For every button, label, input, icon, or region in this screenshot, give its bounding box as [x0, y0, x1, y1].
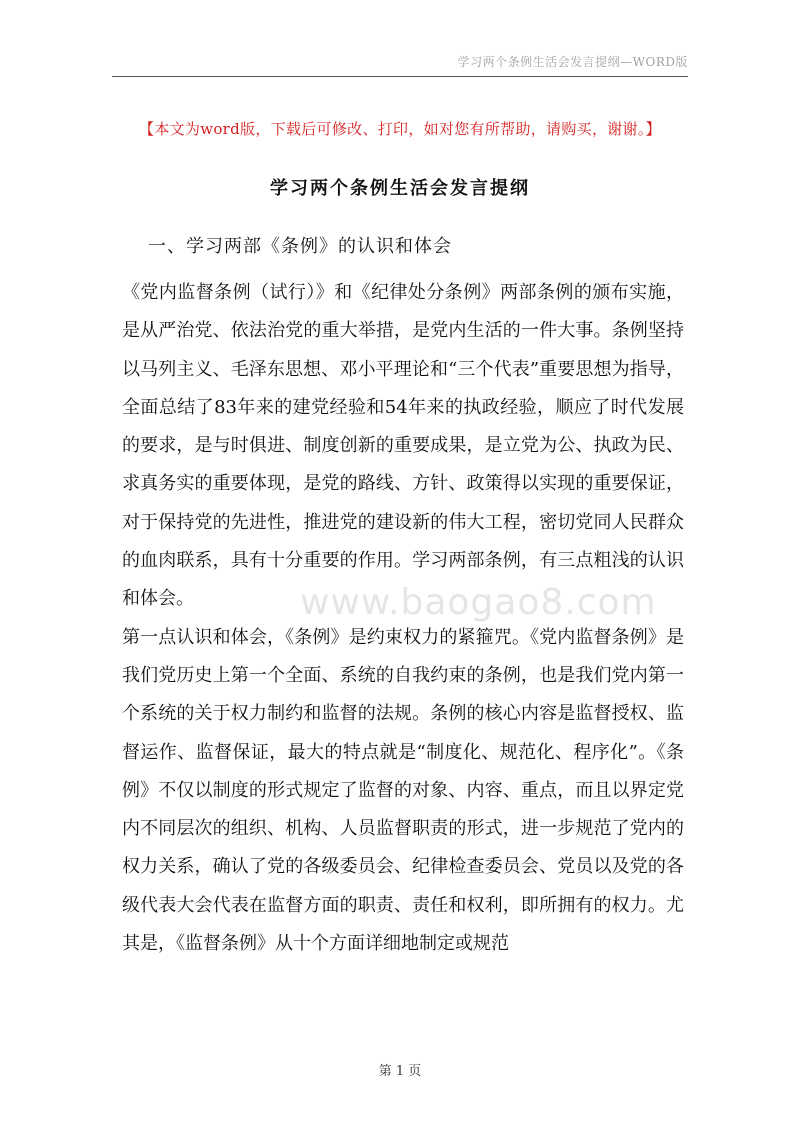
header-rule — [112, 76, 688, 77]
document-title: 学习两个条例生活会发言提纲 — [270, 178, 530, 199]
page-number: 第 1 页 — [378, 1064, 422, 1079]
document-body — [122, 274, 684, 963]
header-running-title: 学习两个条例生活会发言提纲—WORD版 — [457, 55, 688, 69]
body-paragraph-2: 第一点认识和体会，《条例》是约束权力的紧箍咒。《党内监督条例》是我们党历史上第一个全面、系统的自我约束的条例，也是我们党内第一个系统的关于权力制约和监督的法规。条例的核心内容是监督授权、监督运作、监督保证，最大的特点就是“制度化、规范化、程序化”。《条例》不仅以制度的形式规定了监督的对象、内容、重点，而且以界定党内不同层次的组织、机构、人员监督职责的形式，进一步规范了党内的权力关系，确认了党的各级委员会、纪律检查委员会、党员以及党的各级代表大会代表在监督方面的职责、责任和权利，即所拥有的权力。尤其是，《监督条例》从十个方面详细地制定或规范 — [122, 626, 684, 955]
purchase-notice: 【本文为word版，下载后可修改、打印，如对您有所帮助，请购买，谢谢。】 — [139, 120, 661, 138]
body-paragraph-1: 《党内监督条例（试行）》和《纪律处分条例》两部条例的颁布实施，是从严治党、依法治党的重大举措，是党内生活的一件大事。条例坚持以马列主义、毛泽东思想、邓小平理论和“三个代表”重要思想为指导，全面总结了83年来的建党经验和54年来的执政经验，顺应了时代发展的要求，是与时俱进、制度创新的重要成果，是立党为公、执政为民、求真务实的重要体现，是党的路线、方针、政策得以实现的重要保证，对于保持党的先进性，推进党的建设新的伟大工程，密切党同人民群众的血肉联系，具有十分重要的作用。学习两部条例，有三点粗浅的认识和体会。 — [122, 282, 684, 610]
watermark: www.baogao8.com — [300, 582, 657, 623]
section-heading: 一、学习两部《条例》的认识和体会 — [148, 236, 452, 257]
